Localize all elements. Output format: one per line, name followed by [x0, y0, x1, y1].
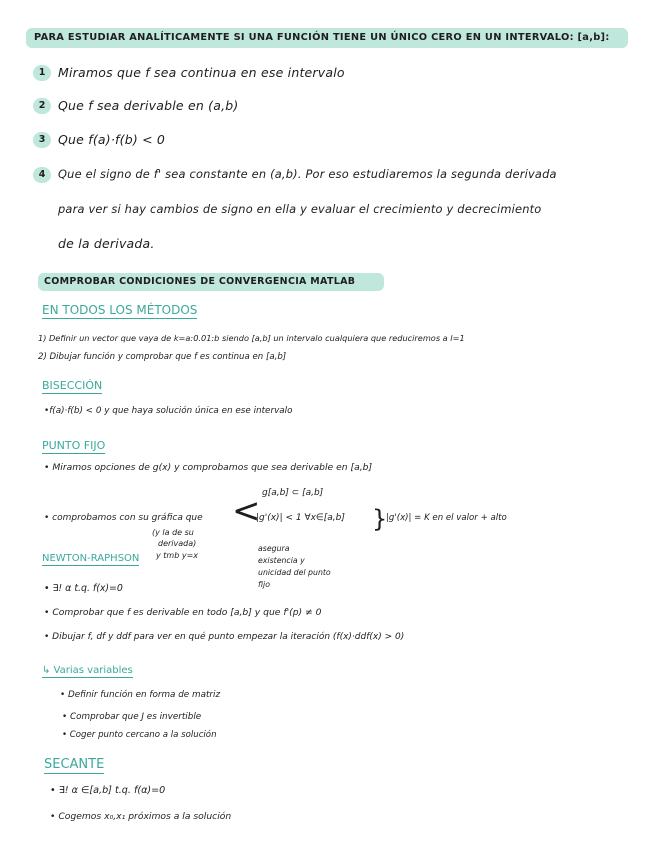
todos-item-1: 1) Definir un vector que vaya de k=a:0.01:b siendo [a,b] un intervalo cualquiera que reduciremos a l=1: [38, 333, 465, 343]
step-number-2: 2: [33, 98, 51, 114]
step-3-text: Que f(a)·f(b) < 0: [58, 132, 166, 147]
heading-todos: [42, 303, 197, 317]
newton-item-2: • Comprobar que f es derivable en todo [a,b] y que f'(p) ≠ 0: [44, 607, 322, 618]
condition-middle: |g'(x)| < 1 ∀x∈[a,b]: [256, 513, 345, 523]
condition-left: • comprobamos con su gráfica que: [44, 513, 203, 523]
heading-newton-text: NEWTON-RAPHSON: [42, 553, 140, 564]
step-4-line-3: de la derivada.: [58, 236, 155, 251]
varias-item-2: • Comprobar que J es invertible: [62, 712, 202, 722]
heading-varias: [42, 665, 133, 676]
varias-item-1: • Definir función en forma de matriz: [60, 690, 221, 700]
condition-right: |g'(x)| = K en el valor + alto: [386, 513, 507, 523]
heading-secante: [44, 757, 104, 772]
condition-top: g[a,b] ⊂ [a,b]: [262, 488, 324, 498]
page-title: PARA ESTUDIAR ANALÍTICAMENTE SI UNA FUNCIÓN TIENE UN ÚNICO CERO EN UN INTERVALO: [a,b]:: [34, 32, 610, 43]
todos-item-2: 2) Dibujar función y comprobar que f es continua en [a,b]: [38, 352, 287, 362]
varias-item-3: • Coger punto cercano a la solución: [62, 730, 217, 740]
right-curly-brace: }: [372, 505, 388, 533]
left-angle-bracket: <: [232, 491, 261, 531]
heading-newton: [42, 553, 139, 564]
heading-todos-text: EN TODOS LOS MÉTODOS: [42, 303, 198, 317]
heading-punto-fijo-text: PUNTO FIJO: [42, 439, 106, 452]
step-2-text: Que f sea derivable en (a,b): [58, 98, 239, 113]
step-4-line-2: para ver si hay cambios de signo en ella y evaluar el crecimiento y decrecimiento: [58, 202, 542, 216]
assure-line-1: asegura: [258, 544, 290, 553]
step-number-1: 1: [33, 65, 51, 81]
assure-line-2: existencia y: [258, 556, 305, 565]
secante-item-1: • ∃! α ∈[a,b] t.q. f(α)=0: [50, 785, 166, 796]
heading-biseccion-text: BISECCIÓN: [42, 379, 103, 392]
punto-fijo-item-1: • Miramos opciones de g(x) y comprobamos que sea derivable en [a,b]: [44, 462, 373, 473]
condition-note-3: y tmb y=x: [156, 551, 198, 560]
condition-note-2: derivada): [158, 539, 197, 548]
condition-note-1: (y la de su: [152, 528, 194, 537]
heading-secante-text: SECANTE: [44, 757, 105, 772]
assure-line-3: unicidad del punto: [258, 568, 331, 577]
assure-line-4: fijo: [258, 580, 270, 589]
step-number-4: 4: [33, 167, 51, 183]
newton-item-1: • ∃! α t.q. f(x)=0: [44, 583, 123, 594]
step-4-line-1: Que el signo de f' sea constante en (a,b). Por eso estudiaremos la segunda derivada: [58, 167, 557, 181]
step-1-text: Miramos que f sea continua en ese intervalo: [58, 65, 345, 80]
step-number-3: 3: [33, 132, 51, 148]
newton-item-3: • Dibujar f, df y ddf para ver en qué punto empezar la iteración (f(x)·ddf(x) > 0): [44, 632, 405, 642]
secante-item-2: • Cogemos x₀,x₁ próximos a la solución: [50, 811, 232, 822]
heading-varias-text: ↳ Varias variables: [42, 665, 133, 676]
biseccion-item-1: •f(a)·f(b) < 0 y que haya solución única en ese intervalo: [44, 406, 293, 416]
heading-punto-fijo: [42, 439, 105, 452]
heading-biseccion: [42, 379, 102, 392]
section-title: COMPROBAR CONDICIONES DE CONVERGENCIA MATLAB: [44, 276, 356, 287]
